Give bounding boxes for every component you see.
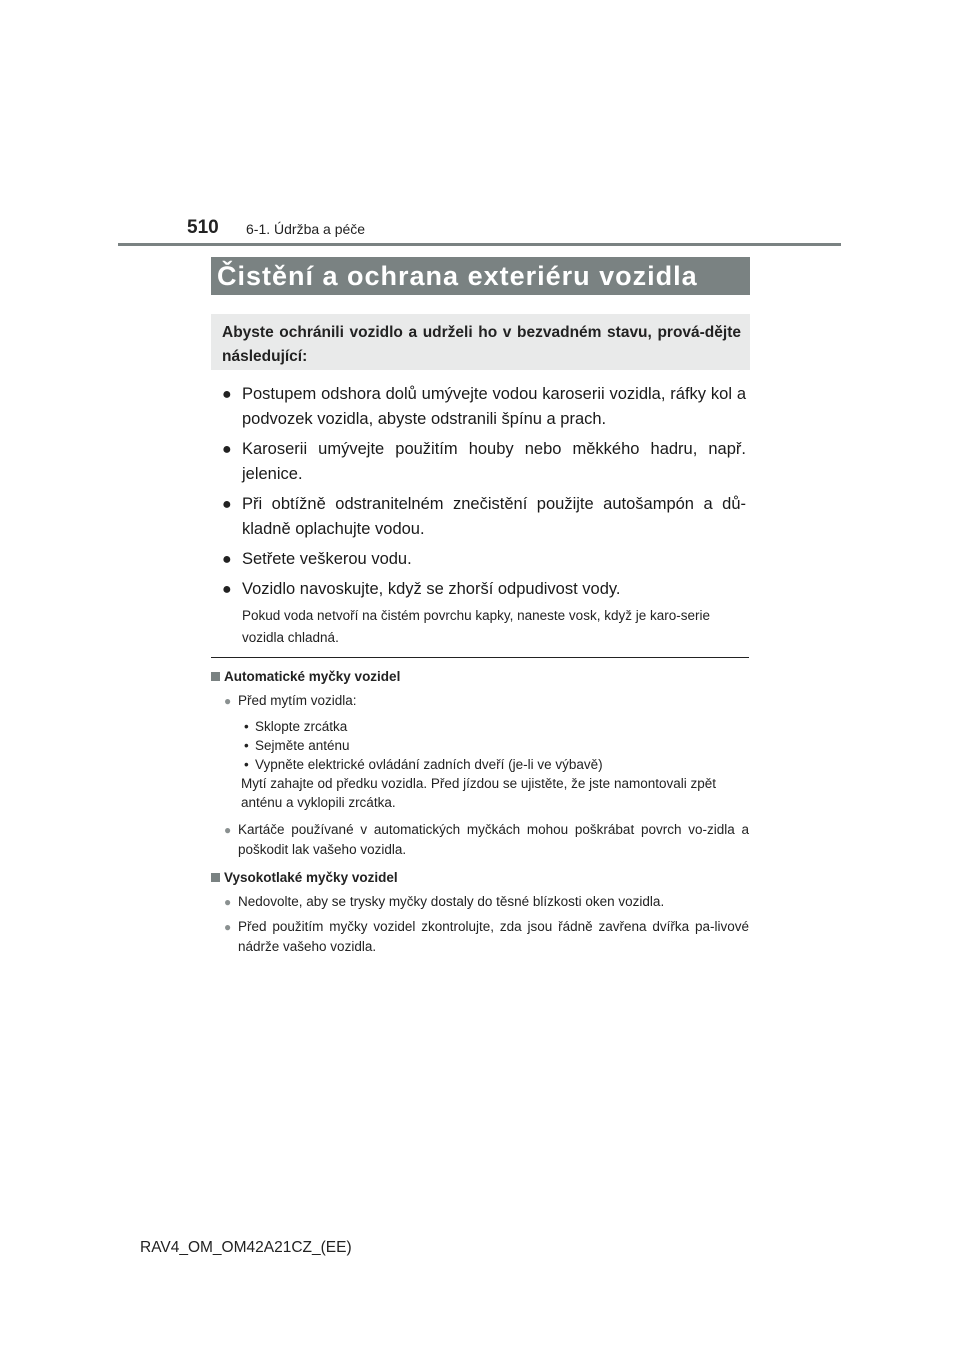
- notes-item: ● Kartáče používané v automatických myčkách mohou poškrábat povrch vo-zidla a poškodit lak vašeho vozidla.: [224, 822, 749, 857]
- notes-heading-automatic: Automatické myčky vozidel: [211, 667, 749, 687]
- step-text: Setřete veškerou vodu.: [242, 550, 412, 568]
- circle-bullet-icon: ●: [224, 920, 232, 934]
- steps-list: [222, 382, 746, 649]
- intro-box: [211, 314, 750, 370]
- section-label: 6-1. Údržba a péče: [246, 221, 366, 237]
- page-title: Čistění a ochrana exteriéru vozidla: [217, 260, 698, 291]
- bullet-icon: ●: [222, 496, 232, 513]
- bullet-icon: ●: [222, 386, 232, 403]
- step-text: Karoserii umývejte použitím houby nebo měkkého hadru, např. jelenice.: [242, 440, 746, 483]
- step-text: Při obtížně odstranitelném znečistění použijte autošampón a dů-kladně oplachujte vodou.: [242, 495, 746, 538]
- circle-bullet-icon: ●: [224, 694, 232, 708]
- bullet-icon: ●: [222, 551, 232, 568]
- step-text: Vozidlo navoskujte, když se zhorší odpudivost vody.: [242, 580, 621, 598]
- notes-heading-high-pressure: Vysokotlaké myčky vozidel: [211, 868, 749, 888]
- step-text: Postupem odshora dolů umývejte vodou karoserii vozidla, ráfky kol a podvozek vozidla, abyste odstranili špínu a prach.: [242, 385, 746, 428]
- step-item: [222, 577, 746, 602]
- steps-note: Pokud voda netvoří na čistém povrchu kapky, naneste vosk, když je karo-serie vozidla chladná.: [242, 608, 710, 645]
- square-bullet-icon: [211, 672, 220, 681]
- notes-divider: [211, 657, 749, 658]
- square-bullet-icon: [211, 873, 220, 882]
- circle-bullet-icon: ●: [224, 895, 232, 909]
- notes-item: ● Před mytím vozidla:: [211, 691, 749, 711]
- intro-text: Abyste ochránili vozidlo a udrželi ho v bezvadném stavu, prová-dějte následující:: [222, 324, 741, 365]
- notes-item: ● Před použitím myčky vozidel zkontrolujte, zda jsou řádně zavřena dvířka pa-livové nádrže vašeho vozidla.: [224, 919, 749, 954]
- step-item: [222, 547, 746, 572]
- title-bar: [211, 257, 750, 295]
- footer-document-code: RAV4_OM_OM42A21CZ_(EE): [140, 1239, 352, 1256]
- circle-bullet-icon: ●: [224, 823, 232, 837]
- bullet-icon: ●: [222, 441, 232, 458]
- sub-list: [211, 717, 749, 774]
- step-item: [222, 382, 746, 432]
- notes-item: ● Nedovolte, aby se trysky myčky dostaly do těsné blízkosti oken vozidla.: [211, 892, 749, 912]
- page-number: 510: [187, 217, 219, 238]
- bullet-icon: ●: [222, 581, 232, 598]
- sub-item: • Sejměte anténu: [244, 738, 350, 753]
- sub-item: • Sklopte zrcátka: [244, 719, 348, 734]
- step-item: [222, 492, 746, 542]
- notes-section: [211, 667, 749, 962]
- header-divider: [118, 243, 841, 246]
- sub-paragraph: Mytí zahajte od předku vozidla. Před jízdou se ujistěte, že jste namontovali zpět anténu a vyklopili zrcátka.: [241, 776, 717, 810]
- sub-item: • Vypněte elektrické ovládání zadních dveří (je-li ve výbavě): [244, 757, 603, 772]
- step-item: [222, 437, 746, 487]
